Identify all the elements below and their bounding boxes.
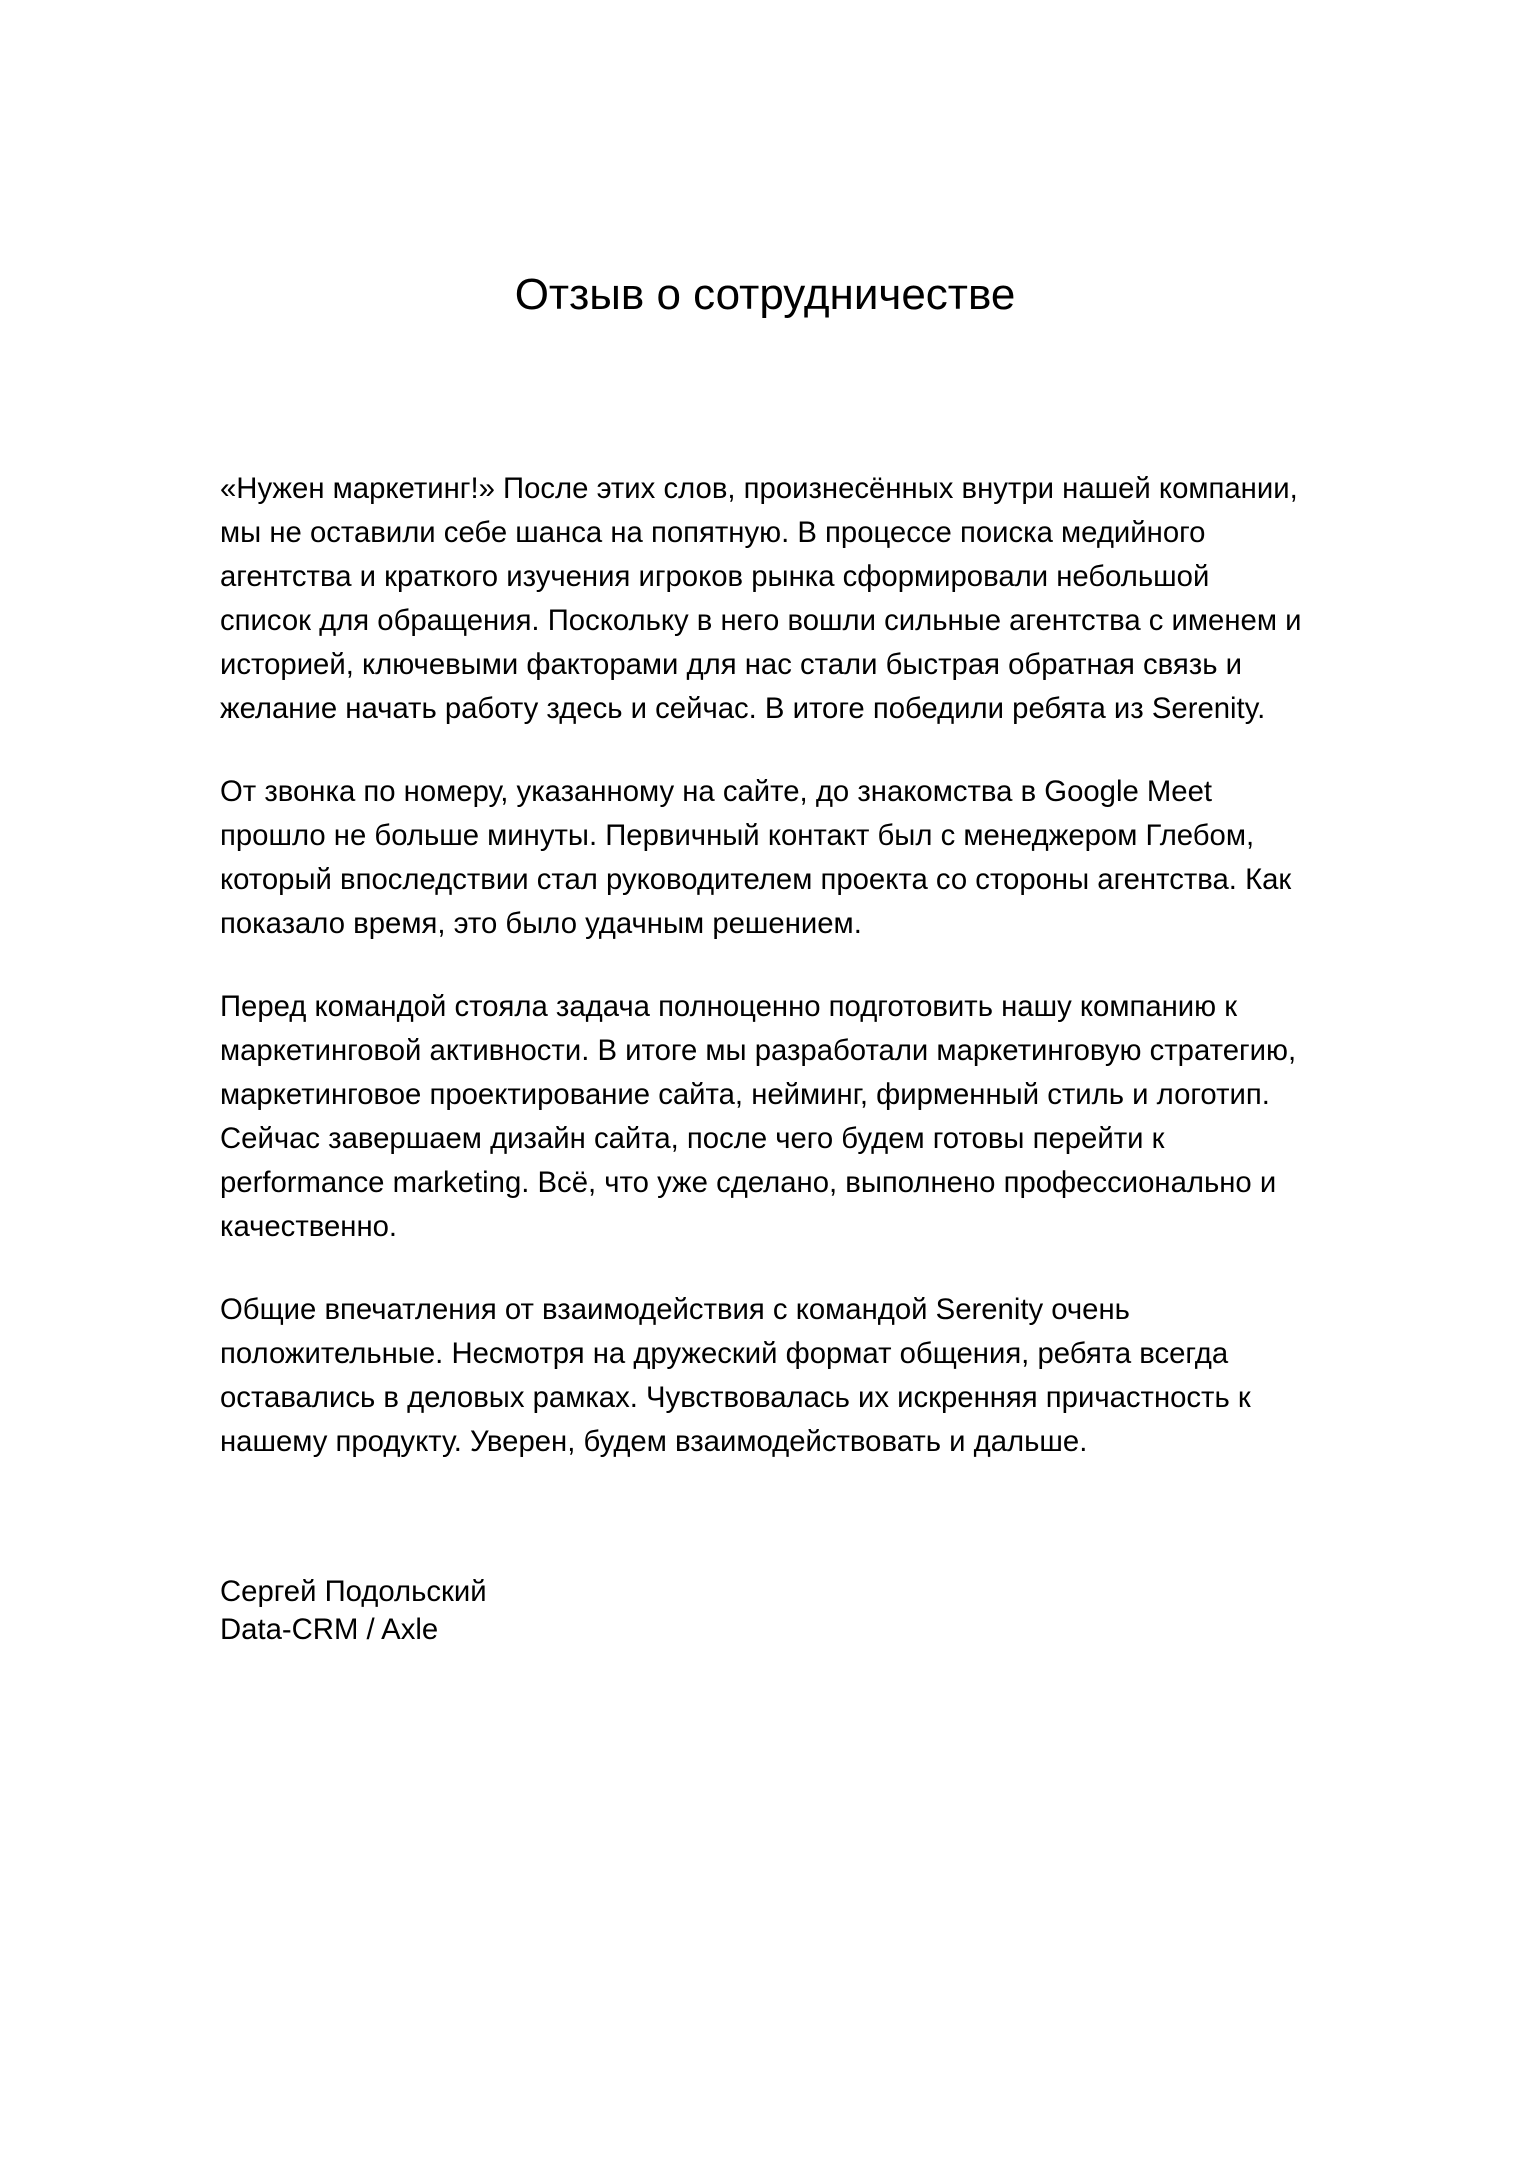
text-line: Общие впечатления от взаимодействия с командой Serenity очень [220,1293,1130,1326]
text-line: оставались в деловых рамках. Чувствовалась их искренняя причастность к [220,1381,1251,1414]
text-line: который впоследствии стал руководителем проекта со стороны агентства. Как [220,863,1292,896]
signature-block [220,1573,1360,1649]
text-line: Перед командой стояла задача полноценно подготовить нашу компанию к [220,990,1238,1023]
document-title: Отзыв о сотрудничестве [514,270,1016,319]
signature-name: Сергей Подольский [220,1575,487,1608]
text-line: performance marketing. Всё, что уже сделано, выполнено профессионально и [220,1166,1277,1199]
text-line: маркетинговой активности. В итоге мы разработали маркетинговую стратегию, [220,1034,1297,1067]
paragraph-3 [220,985,1360,1249]
signature-company: Data-CRM / Axle [220,1613,439,1646]
document-body [220,467,1360,1503]
text-line: качественно. [220,1210,398,1243]
text-line: список для обращения. Поскольку в него вошли сильные агентства с именем и [220,604,1302,637]
text-line: историей, ключевыми факторами для нас стали быстрая обратная связь и [220,648,1242,681]
paragraph-1 [220,467,1360,731]
text-line: мы не оставили себе шанса на попятную. В процессе поиска медийного [220,516,1206,549]
text-line: агентства и краткого изучения игроков рынка сформировали небольшой [220,560,1210,593]
text-line: «Нужен маркетинг!» После этих слов, произнесённых внутри нашей компании, [220,472,1298,505]
text-line: показало время, это было удачным решением. [220,907,862,940]
text-line: желание начать работу здесь и сейчас. В итоге победили ребята из Serenity. [220,692,1266,725]
text-line: прошло не больше минуты. Первичный контакт был с менеджером Глебом, [220,819,1255,852]
paragraph-4 [220,1288,1360,1464]
text-line: маркетинговое проектирование сайта, нейминг, фирменный стиль и логотип. [220,1078,1270,1111]
text-line: нашему продукту. Уверен, будем взаимодействовать и дальше. [220,1425,1088,1458]
text-line: От звонка по номеру, указанному на сайте, до знакомства в Google Meet [220,775,1213,808]
paragraph-2 [220,770,1360,946]
text-line: Сейчас завершаем дизайн сайта, после чего будем готовы перейти к [220,1122,1165,1155]
text-line: положительные. Несмотря на дружеский формат общения, ребята всегда [220,1337,1229,1370]
